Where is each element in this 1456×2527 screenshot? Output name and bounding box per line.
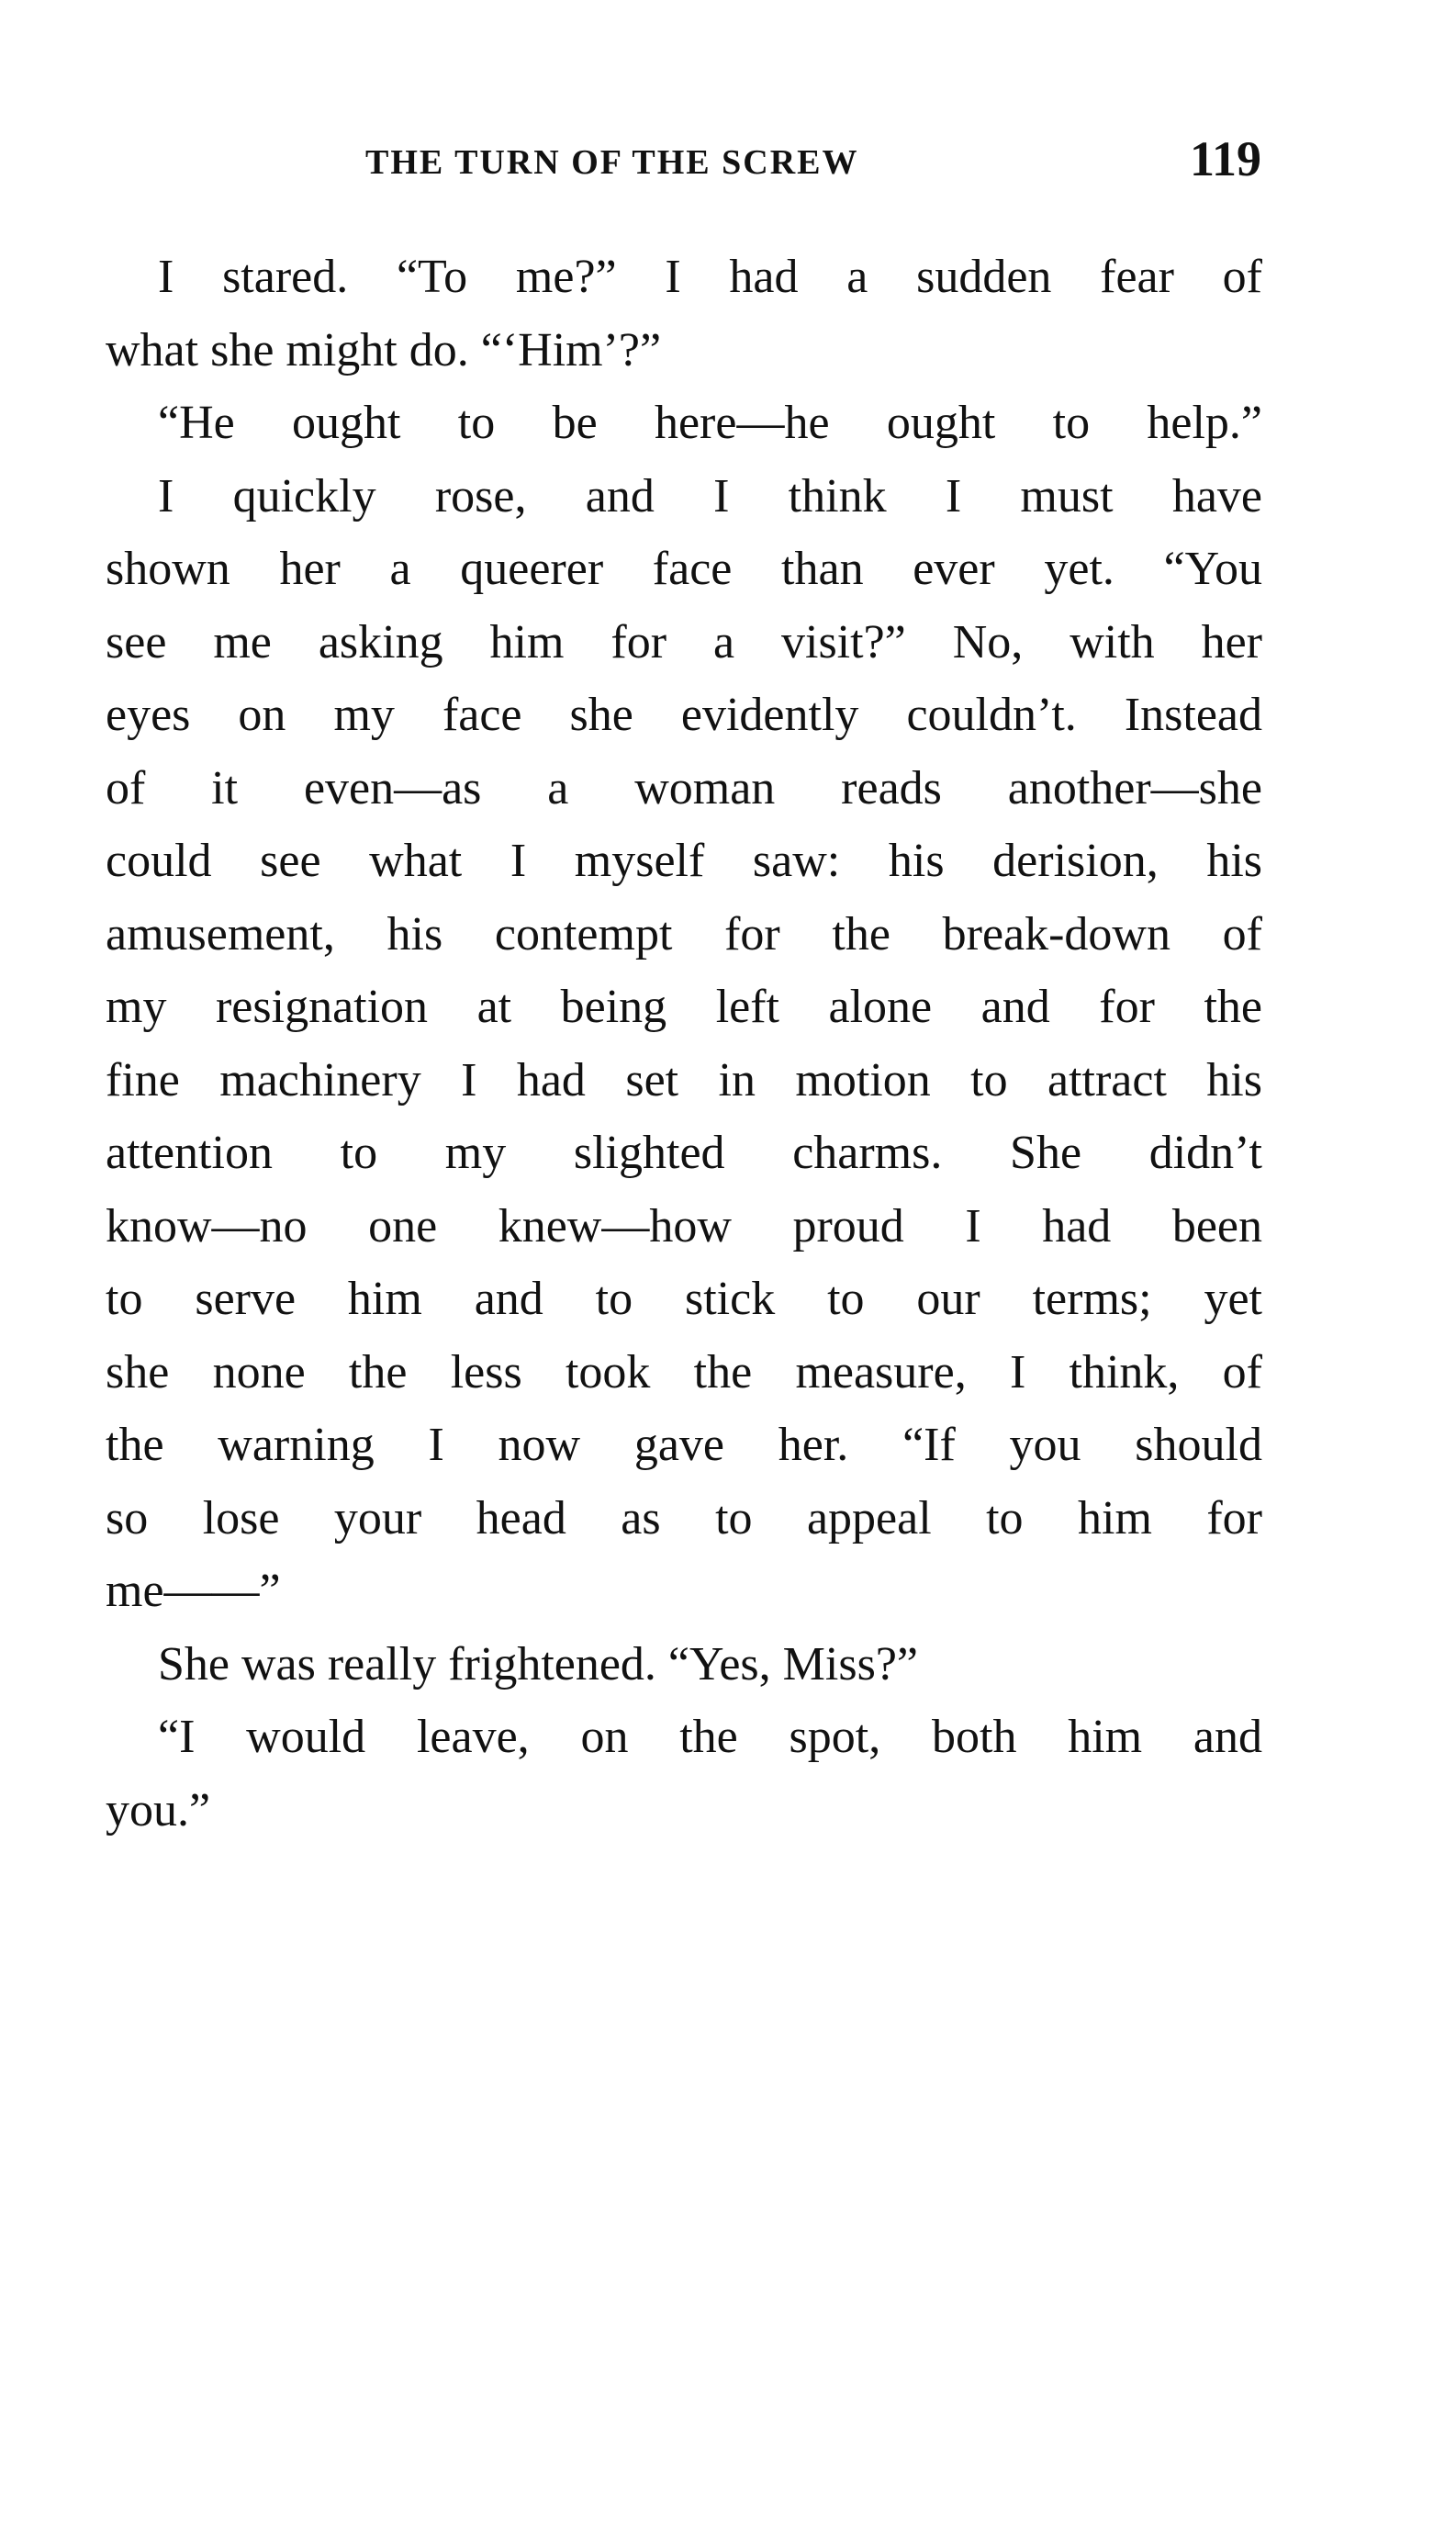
text-line: amusement, his contempt for the break-down of: [106, 907, 1262, 960]
text-line: she none the less took the measure, I think, of: [106, 1345, 1262, 1398]
text-line: the warning I now gave her. “If you should: [106, 1419, 1262, 1471]
page-number: 119: [1189, 131, 1261, 186]
text-line: fine machinery I had set in motion to attract his: [106, 1053, 1262, 1106]
body-text: [106, 241, 1262, 1847]
text-line: attention to my slighted charms. She didn’t: [106, 1127, 1262, 1179]
text-line: I quickly rose, and I think I must have: [158, 469, 1262, 522]
text-line: you.”: [106, 1783, 211, 1836]
text-line: to serve him and to stick to our terms; yet: [106, 1273, 1262, 1325]
text-line: know—no one knew—how proud I had been: [106, 1199, 1262, 1252]
text-line: She was really frightened. “Yes, Miss?”: [158, 1637, 918, 1690]
text-line: I stared. “To me?” I had a sudden fear of: [158, 251, 1262, 303]
text-line: eyes on my face she evidently couldn’t. Instead: [106, 689, 1262, 741]
running-title: THE TURN OF THE SCREW: [365, 143, 859, 182]
text-line: shown her a queerer face than ever yet. “You: [106, 543, 1262, 595]
text-line: could see what I myself saw: his derision, his: [106, 835, 1262, 887]
text-line: me——”: [106, 1565, 281, 1617]
text-line: my resignation at being left alone and for the: [106, 981, 1262, 1033]
text-line: what she might do. “‘Him’?”: [106, 323, 662, 376]
text-line: see me asking him for a visit?” No, with her: [106, 615, 1262, 668]
text-line: of it even—as a woman reads another—she: [106, 761, 1262, 814]
text-line: “He ought to be here—he ought to help.”: [158, 397, 1262, 449]
text-line: “I would leave, on the spot, both him and: [158, 1711, 1262, 1763]
text-line: so lose your head as to appeal to him for: [106, 1491, 1262, 1544]
